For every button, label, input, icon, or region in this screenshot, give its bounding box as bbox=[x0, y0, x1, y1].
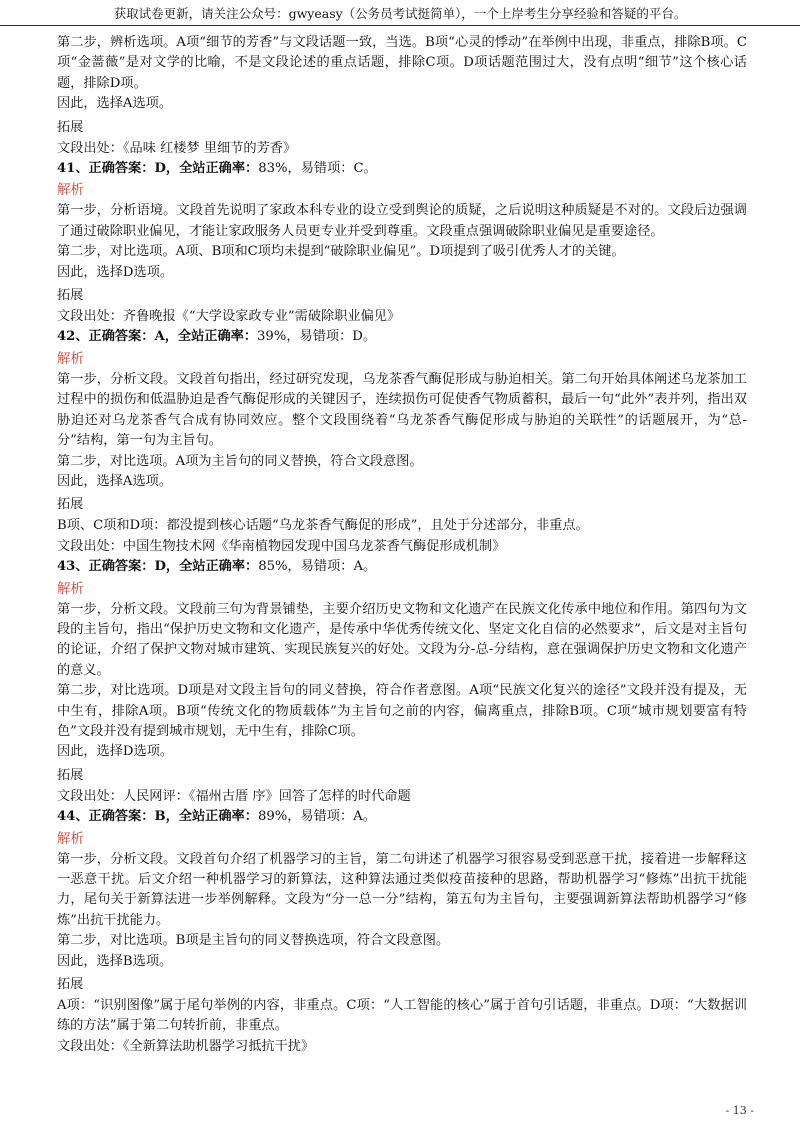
paragraph: 第二步，对比选项。D项是对文段主旨句的同义替换，符合作者意图。A项“民族文化复兴的途径”文段并没有提及，无中生有，排除A项。B项“传统文化的物质载体”为主旨句之前的内容，偏离重点，排除B项。C项“城市规划要富有特色”文段并没有提到城市规划，无中生有，排除C项。 bbox=[57, 683, 747, 739]
answer-label: 44、正确答案：B，全站正确率： bbox=[57, 809, 258, 825]
header-text: 获取试卷更新，请关注公众号：gwyeasy（公务员考试挺简单），一个上岸考生分享经验和答疑的平台。 bbox=[113, 6, 687, 21]
answer-line bbox=[57, 159, 747, 179]
answer-stats: 89%，易错项：A。 bbox=[257, 809, 376, 825]
answer-line bbox=[57, 327, 747, 347]
page-header bbox=[0, 4, 800, 26]
extension-heading: 拓展 bbox=[57, 119, 84, 135]
analysis-heading: 解析 bbox=[57, 830, 84, 847]
answer-stats: 85%，易错项：A。 bbox=[258, 559, 377, 575]
paragraph: 因此，选择A选项。 bbox=[57, 96, 173, 112]
analysis-heading: 解析 bbox=[57, 350, 84, 367]
answer-label: 42、正确答案：A，全站正确率： bbox=[57, 329, 258, 345]
document-body bbox=[57, 33, 747, 1057]
paragraph: 文段出处：《品味 红楼梦 里细节的芳香》 bbox=[57, 140, 297, 156]
page-number: - 13 - bbox=[725, 1104, 754, 1117]
paragraph: 因此，选择D选项。 bbox=[57, 744, 174, 760]
paragraph: 第一步，分析语境。文段首先说明了家政本科专业的设立受到舆论的质疑，之后说明这种质疑是不对的。文段后边强调了通过破除职业偏见，才能让家政服务人员更专业并受到尊重。文段重点强调破除职业偏见是重要途径。 bbox=[57, 203, 747, 239]
answer-line bbox=[57, 807, 747, 827]
extension-heading: 拓展 bbox=[57, 977, 84, 993]
extension-heading: 拓展 bbox=[57, 767, 84, 783]
paragraph: 第一步，分析文段。文段首句介绍了机器学习的主旨，第二句讲述了机器学习很容易受到恶意干扰，接着进一步解释这一恶意干扰。后文介绍一种机器学习的新算法，这种算法通过类似疫苗接种的思路，帮助机器学习“修炼”出抗干扰能力，尾句关于新算法进一步举例解释。文段为“分一总一分”结构，第五句为主旨句，主要强调新算法帮助机器学习“修炼”出抗干扰能力。 bbox=[57, 851, 747, 928]
paragraph: 文段出处：人民网评：《福州古厝 序》回答了怎样的时代命题 bbox=[57, 788, 411, 804]
answer-stats: 83%，易错项：C。 bbox=[258, 161, 377, 177]
analysis-heading: 解析 bbox=[57, 182, 84, 199]
paragraph: 第一步，分析文段。文段前三句为背景铺垫，主要介绍历史文物和文化遗产在民族文化传承中地位和作用。第四句为文段的主旨句，指出“保护历史文物和文化遗产，是传承中华优秀传统文化、坚定文化自信的必然要求”，后文是对主旨句的论证，介绍了保护文物对城市建筑、实现民族复兴的好处。文段为分-总-分结构，意在强调保护历史文物和文化遗产的意义。 bbox=[57, 601, 747, 678]
paragraph: 第二步，对比选项。A项为主旨句的同义替换，符合文段意图。 bbox=[57, 453, 423, 469]
paragraph: 第二步，对比选项。B项是主旨句的同义替换选项，符合文段意图。 bbox=[57, 933, 450, 949]
paragraph: A项：“识别图像”属于尾句举例的内容，非重点。C项：“人工智能的核心”属于首句引话题，非重点。D项：“大数据训练的方法”属于第二句转折前，非重点。 bbox=[57, 998, 747, 1034]
paragraph: B项、C项和D项：都没提到核心话题“乌龙茶香气酶促的形成”，且处于分述部分，非重点。 bbox=[57, 518, 589, 534]
paragraph: 第一步，分析文段。文段首句指出，经过研究发现，乌龙茶香气酶促形成与胁迫相关。第二句开始具体阐述乌龙茶加工过程中的损伤和低温胁迫是香气酶促形成的关键因子，连续损伤可促使香气物质蓄积，最后一句“此外”表并列，指出双胁迫还对乌龙茶香气合成有协同效应。整个文段围绕着“乌龙茶香气酶促形成与胁迫的关联性”的话题展开，为“总-分”结构，第一句为主旨句。 bbox=[57, 371, 747, 449]
paragraph: 第二步，对比选项。A项、B项和C项均未提到“破除职业偏见”。D项提到了吸引优秀人才的关键。 bbox=[57, 244, 625, 260]
paragraph: 文段出处：中国生物技术网《华南植物园发现中国乌龙茶香气酶促形成机制》 bbox=[57, 538, 506, 554]
paragraph: 第二步，辨析选项。A项“细节的芳香”与文段话题一致，当选。B项“心灵的悸动”在举例中出现，非重点，排除B项。C项“金蔷薇”是对文学的比喻，不是文段论述的重点话题，排除C项。D项话题范围过大，没有点明“细节”这个核心话题，排除D项。 bbox=[57, 35, 747, 91]
analysis-heading: 解析 bbox=[57, 580, 84, 597]
paragraph: 因此，选择A选项。 bbox=[57, 473, 173, 489]
answer-label: 43、正确答案：D，全站正确率： bbox=[57, 559, 259, 575]
answer-line bbox=[57, 557, 747, 577]
answer-stats: 39%，易错项：D。 bbox=[257, 329, 377, 345]
answer-label: 41、正确答案：D，全站正确率： bbox=[57, 161, 259, 177]
extension-heading: 拓展 bbox=[57, 288, 84, 304]
paragraph: 文段出处：齐鲁晚报《“大学设家政专业”需破除职业偏见》 bbox=[57, 309, 401, 325]
paragraph: 因此，选择D选项。 bbox=[57, 264, 174, 280]
paragraph: 因此，选择B选项。 bbox=[57, 953, 173, 969]
paragraph: 文段出处：《全新算法助机器学习抵抗干扰》 bbox=[57, 1038, 315, 1054]
extension-heading: 拓展 bbox=[57, 497, 84, 513]
